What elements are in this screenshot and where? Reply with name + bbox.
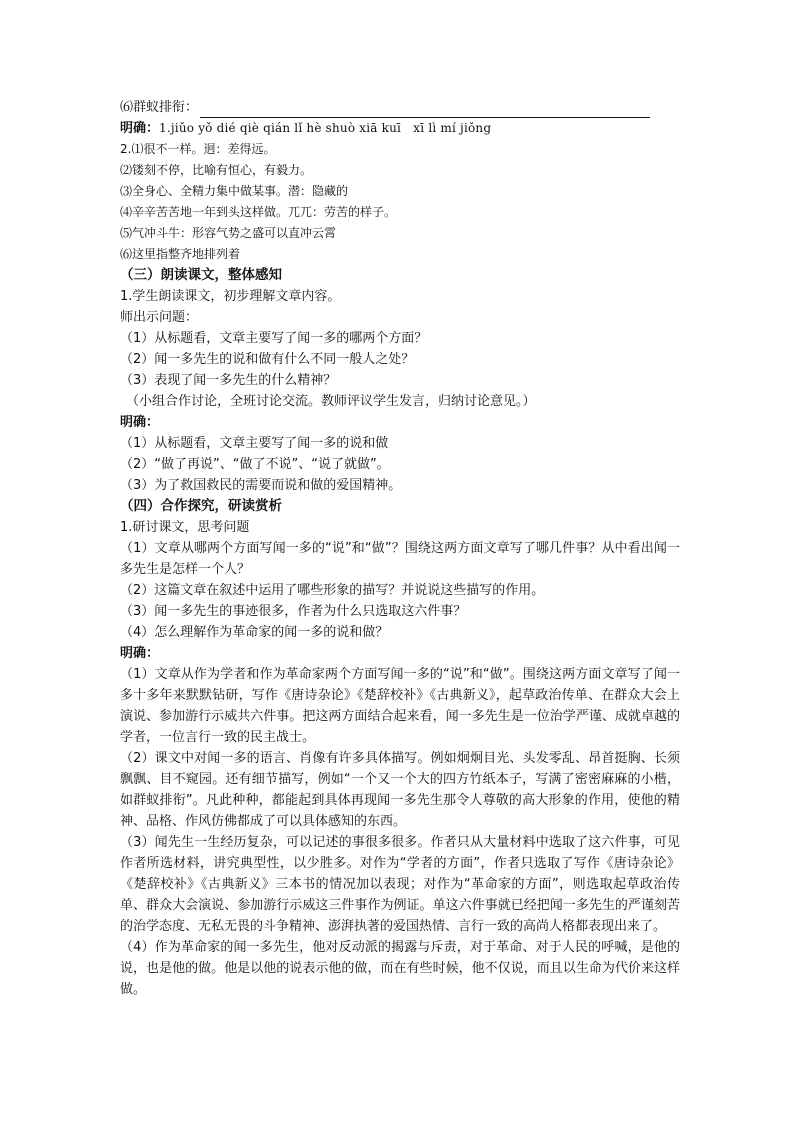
definition-item: 2.⑴很不一样。迥：差得远。 xyxy=(120,142,276,156)
definition-item: ⑸气冲斗牛：形容气势之盛可以直冲云霄 xyxy=(120,226,337,240)
section3-note: （小组合作讨论，全班讨论交流。教师评议学生发言，归纳讨论意见。） xyxy=(126,394,536,409)
document-page xyxy=(120,97,680,1000)
section3-task: 1.学生朗读课文，初步理解文章内容。 xyxy=(120,289,341,304)
section3-heading: （三）朗读课文，整体感知 xyxy=(120,267,282,283)
definition-item: ⑶全身心、全精力集中做某事。潜：隐藏的 xyxy=(120,184,349,198)
fill-in-label: ⑹群蚁排衔： xyxy=(120,100,199,115)
section3-question: （3）表现了闻一多先生的什么精神？ xyxy=(120,373,337,388)
section4-heading: （四）合作探究，研读赏析 xyxy=(120,498,282,514)
section3-answer-label: 明确： xyxy=(120,415,160,430)
answer-blank-line xyxy=(200,103,650,118)
definition-item: ⑹这里指整齐地排列着 xyxy=(120,247,241,261)
section4-question: （2）这篇文章在叙述中运用了哪些形象的描写？并说说这些描写的作用。 xyxy=(120,583,545,598)
answer-label: 明确： xyxy=(120,121,160,136)
pinyin-answer: 1.jiǔo yǒ dié qiè qián lǐ hè shuò xiā kuī xī lì mí jiǒng xyxy=(159,121,492,135)
section4-question: （1）文章从哪两个方面写闻一多的“说”和“做”？围绕这两方面文章写了哪几件事？从中看出闻一多先生是怎样一个人？ xyxy=(120,541,680,577)
section4-question: （4）怎么理解作为革命家的闻一多的说和做？ xyxy=(120,625,389,640)
pinyin-answer-line xyxy=(120,118,680,139)
section4-question: （3）闻一多先生的事迹很多，作者为什么只选取这六件事？ xyxy=(120,604,467,619)
section4-answer: （3）闻先生一生经历复杂，可以记述的事很多很多。作者只从大量材料中选取了这六件事，可见作者所选材料，讲究典型性，以少胜多。对作为“学者的方面”，作者只选取了写作《唐诗杂论》《楚辞校补》《古典新义》三本书的情况加以表现；对作为“革命家的方面”，则选取起草政治传单、群众大会演说、参加游行示威这三件事作为例证。单这六件事就已经把闻一多先生的严谨刻苦的治学态度、无私无畏的斗争精神、澎湃执著的爱国热情、言行一致的高尚人格都表现出来了。 xyxy=(120,835,680,934)
section3-answer: （1）从标题看，文章主要写了闻一多的说和做 xyxy=(120,436,389,451)
section4-answer-label: 明确： xyxy=(120,646,160,661)
section3-answer: （3）为了救国救民的需要而说和做的爱国精神。 xyxy=(120,478,402,493)
section4-answer: （4）作为革命家的闻一多先生，他对反动派的揭露与斥责，对于革命、对于人民的呼喊，是他的说，也是他的做。他是以他的说表示他的做，而在有些时候，他不仅说，而且以生命为代价来这样做。 xyxy=(120,940,680,997)
definition-item: ⑵镂刻不停，比喻有恒心，有毅力。 xyxy=(120,163,313,177)
section4-answer: （2）课文中对闻一多的语言、肖像有许多具体描写。例如炯炯目光、头发零乱、昂首挺胸、长须飘飘、目不窥园。还有细节描写，例如“一个又一个大的四方竹纸本子，写满了密密麻麻的小楷，如群蚁排衔”。凡此种种，都能起到具体再现闻一多先生那令人尊敬的高大形象的作用，使他的精神、品格、作风仿佛都成了可以具体感知的东西。 xyxy=(120,751,680,829)
section3-question: （2）闻一多先生的说和做有什么不同一般人之处？ xyxy=(120,352,415,367)
section3-question: （1）从标题看，文章主要写了闻一多的哪两个方面？ xyxy=(120,331,428,346)
section3-answer: （2）“做了再说”、“做了不说”、“说了就做”。 xyxy=(120,457,390,472)
fill-in-item xyxy=(120,97,680,118)
section4-answer: （1）文章从作为学者和作为革命家两个方面写闻一多的“说”和“做”。围绕这两方面文章写了闻一多十多年来默默钻研，写作《唐诗杂论》《楚辞校补》《古典新义》，起草政治传单、在群众大会上演说、参加游行示威共六件事。把这两方面结合起来看，闻一多先生是一位治学严谨、成就卓越的学者，一位言行一致的民主战士。 xyxy=(120,667,680,745)
definition-item: ⑷辛辛苦苦地一年到头这样做。兀兀：劳苦的样子。 xyxy=(120,205,397,219)
section4-task: 1.研讨课文，思考问题 xyxy=(120,520,250,535)
section3-prompt: 师出示问题： xyxy=(120,310,199,325)
